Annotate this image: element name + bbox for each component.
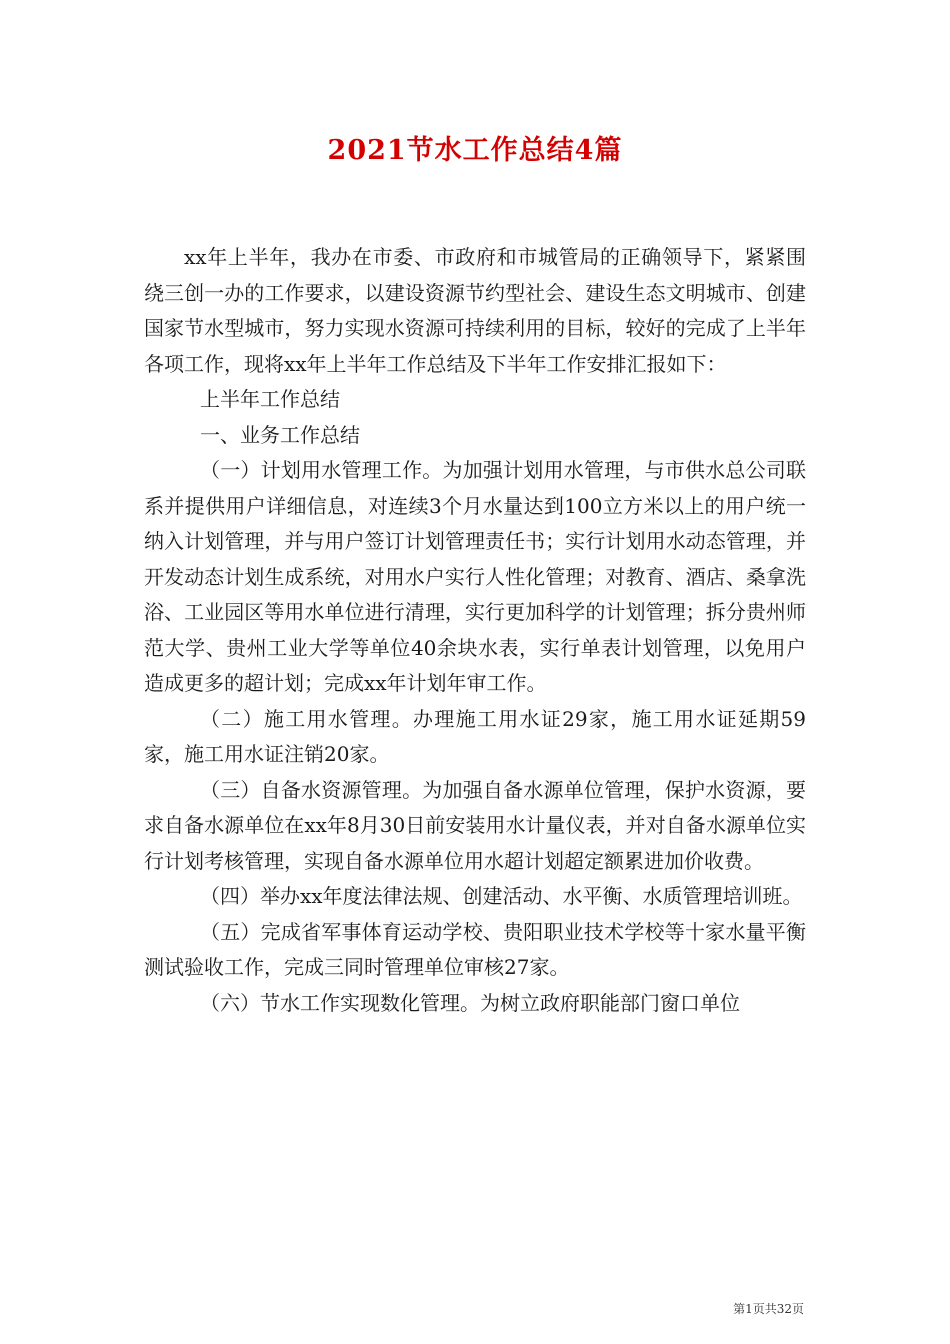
document-title: 2021节水工作总结4篇 xyxy=(327,135,623,166)
paragraph-item-6: （六）节水工作实现数化管理。为树立政府职能部门窗口单位 xyxy=(200,990,740,1015)
paragraph-item-2: （二）施工用水管理。办理施工用水证29家，施工用水证延期59家，施工用水证注销20家。 xyxy=(144,706,806,766)
page-number: 第1页共32页 xyxy=(733,1302,804,1316)
document-body xyxy=(144,240,806,1021)
section-heading-business: 一、业务工作总结 xyxy=(200,422,360,447)
paragraph-item-1: （一）计划用水管理工作。为加强计划用水管理，与市供水总公司联系并提供用户详细信息，对连续3个月水量达到100立方米以上的用户统一纳入计划管理，并与用户签订计划管理责任书；实行计划用水动态管理，并开发动态计划生成系统，对用水户实行人性化管理；对教育、酒店、桑拿洗浴、工业园区等用水单位进行清理，实行更加科学的计划管理；拆分贵州师范大学、贵州工业大学等单位40余块水表，实行单表计划管理，以免用户造成更多的超计划；完成xx年计划年审工作。 xyxy=(144,458,806,695)
paragraph-item-4: （四）举办xx年度法律法规、创建活动、水平衡、水质管理培训班。 xyxy=(200,884,803,908)
paragraph-item-3: （三）自备水资源管理。为加强自备水源单位管理，保护水资源，要求自备水源单位在xx年8月30日前安装用水计量仪表，并对自备水源单位实行计划考核管理，实现自备水源单位用水超计划超定额累进加价收费。 xyxy=(144,777,806,873)
paragraph-item-5: （五）完成省军事体育运动学校、贵阳职业技术学校等十家水量平衡测试验收工作，完成三同时管理单位审核27家。 xyxy=(144,919,806,979)
intro-paragraph: xx年上半年，我办在市委、市政府和市城管局的正确领导下，紧紧围绕三创一办的工作要求，以建设资源节约型社会、建设生态文明城市、创建国家节水型城市，努力实现水资源可持续利用的目标，较好的完成了上半年各项工作，现将xx年上半年工作总结及下半年工作安排汇报如下： xyxy=(144,245,806,376)
section-heading-summary: 上半年工作总结 xyxy=(200,387,340,411)
